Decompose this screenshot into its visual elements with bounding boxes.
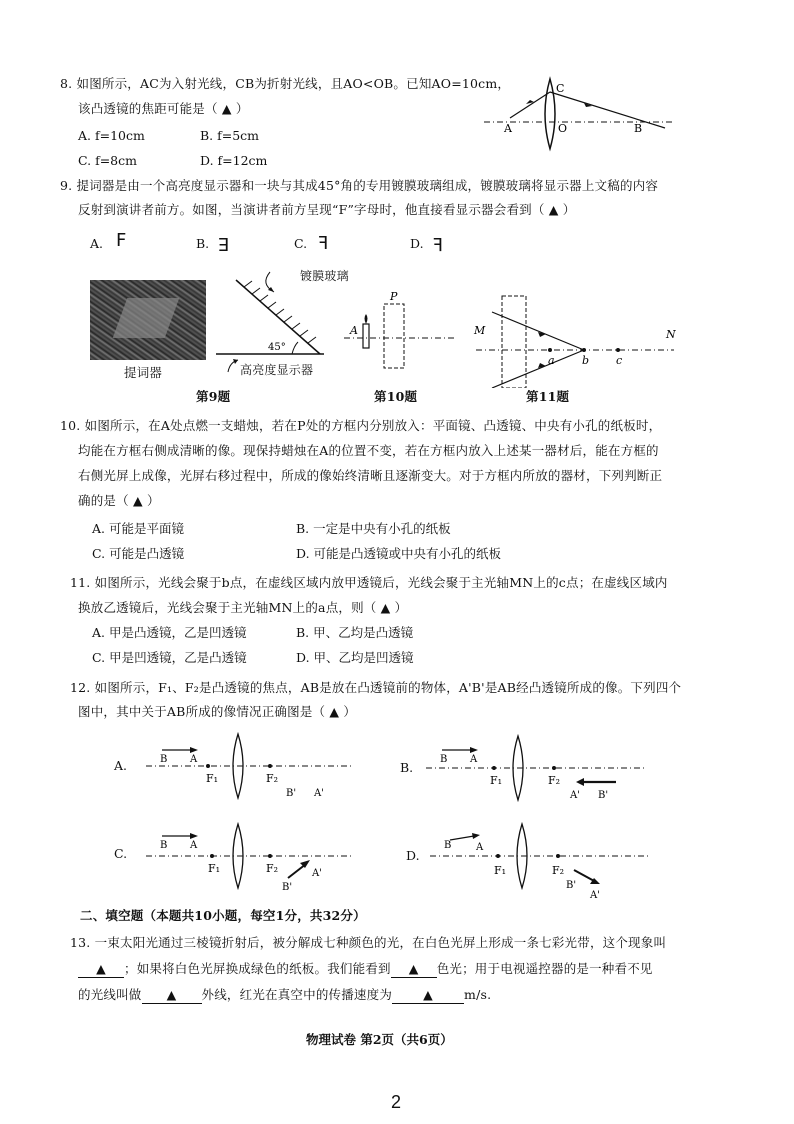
- q12a-ap: A': [314, 788, 324, 799]
- fig11-caption: 第11题: [526, 389, 570, 404]
- q8-option-a: A. f=10cm: [78, 128, 145, 143]
- q13-line3-part-b: 外线，红光在真空中的传播速度为: [201, 987, 393, 1002]
- q12d-f1: F₁: [494, 864, 507, 877]
- q12-line1: 12. 如图所示，F₁、F₂是凸透镜的焦点，AB是放在凸透镜前的物体，A'B'是AB经凸透镜所成的像。下列四个: [70, 680, 682, 695]
- q12d-f2: F₂: [552, 864, 565, 877]
- q10-line2: 均能在方框右侧成清晰的像。现保持蜡烛在A的位置不变，若在方框内放入上述某一器材后，能在方框的: [78, 443, 659, 458]
- q13-line3-part-c: m/s.: [464, 987, 492, 1002]
- q11-line2: 换放乙透镜后，光线会聚于主光轴MN上的a点，则（ ▲ ）: [78, 600, 408, 615]
- q12d-ap: A': [590, 890, 600, 900]
- q9-option-d-glyph: Ⅎ: [432, 233, 443, 254]
- q13-blank-1[interactable]: ▲: [78, 961, 124, 978]
- q8-label-a: A: [504, 122, 512, 135]
- q8-label-b: B: [634, 122, 643, 135]
- q13-blank-4[interactable]: ▲: [392, 987, 464, 1004]
- q8-option-d: D. f=12cm: [200, 153, 268, 168]
- q11-option-c: C. 甲是凹透镜，乙是凸透镜: [92, 650, 247, 665]
- q8-line1: 8. 如图所示，AC为入射光线，CB为折射光线，且AO<OB。已知AO=10cm，: [60, 76, 511, 91]
- q8-line2: 该凸透镜的焦距可能是（ ▲ ）: [78, 101, 249, 116]
- q10-option-b: B. 一定是中央有小孔的纸板: [296, 521, 451, 536]
- fig10-diagram: [340, 280, 460, 380]
- fig9-caption: 第9题: [196, 389, 231, 404]
- q13-line2-part-b: 色光；用于电视遥控器的是一种看不见: [436, 961, 653, 976]
- q12b-ap: A': [570, 790, 580, 801]
- q9-line2: 反射到演讲者前方。如图，当演讲者前方呈现“F”字母时，他直接看显示器会看到（ ▲ ）: [78, 202, 576, 217]
- q12-fig-b-letter: B.: [400, 760, 414, 775]
- q12-line2: 图中，其中关于AB所成的像情况正确图是（ ▲ ）: [78, 704, 357, 719]
- q12a-f1: F₁: [206, 772, 219, 785]
- q11-option-d: D. 甲、乙均是凹透镜: [296, 650, 414, 665]
- q12c-a: A: [190, 840, 198, 851]
- q10-option-c: C. 可能是凸透镜: [92, 546, 185, 561]
- section-2-heading: 二、填空题（本题共10小题，每空1分，共32分）: [80, 908, 366, 923]
- q8-label-c: C: [556, 82, 565, 95]
- q8-label-o: O: [558, 122, 568, 135]
- fig10-caption: 第10题: [374, 389, 418, 404]
- fig10-label-p: P: [390, 290, 398, 303]
- q12b-bp: B': [598, 790, 609, 801]
- q12-fig-d-letter: D.: [406, 848, 420, 863]
- q13-line1: 13. 一束太阳光通过三棱镜折射后，被分解成七种颜色的光，在白色光屏上形成一条七彩光带，这个现象叫: [70, 935, 667, 950]
- q12c-ap: A': [312, 868, 322, 879]
- q12d-b: B: [444, 840, 452, 851]
- q9-option-c-glyph: F: [318, 233, 329, 254]
- q12d-a: A: [476, 842, 484, 853]
- q9-option-b-glyph: E: [218, 233, 230, 254]
- q12-fig-c: [140, 818, 360, 892]
- fig10-label-a: A: [350, 324, 358, 337]
- q12c-bp: B': [282, 882, 293, 892]
- q13-line2-part-a: ；如果将白色光屏换成绿色的纸板。我们能看到: [124, 961, 391, 976]
- q9-option-d-letter: D.: [410, 236, 424, 251]
- page-number: 2: [391, 1092, 402, 1112]
- fig11-label-b: b: [582, 354, 590, 367]
- fig11-label-m: M: [474, 324, 486, 337]
- q12d-bp: B': [566, 880, 577, 891]
- q12b-b: B: [440, 754, 448, 765]
- q12c-f1: F₁: [208, 862, 221, 875]
- fig9-glass-label: 镀膜玻璃: [300, 269, 349, 283]
- q13-blank-3[interactable]: ▲: [142, 987, 202, 1004]
- q12a-a: A: [190, 754, 198, 765]
- fig11-label-a: a: [548, 354, 555, 367]
- q9-line1: 9. 提词器是由一个高亮度显示器和一块与其成45°角的专用镀膜玻璃组成，镀膜玻璃将显示器上文稿的内容: [60, 178, 659, 193]
- q10-option-a: A. 可能是平面镜: [92, 521, 184, 536]
- q8-option-c: C. f=8cm: [78, 153, 137, 168]
- page-footer: 物理试卷 第2页（共6页）: [306, 1032, 453, 1047]
- q10-option-d: D. 可能是凸透镜或中央有小孔的纸板: [296, 546, 502, 561]
- fig9-angle-label: 45°: [268, 342, 286, 353]
- q13-blank-2[interactable]: ▲: [391, 961, 437, 978]
- q12a-b: B: [160, 754, 168, 765]
- q11-option-a: A. 甲是凸透镜，乙是凹透镜: [92, 625, 247, 640]
- q9-option-a-glyph: F: [116, 230, 127, 251]
- q10-line1: 10. 如图所示，在A处点燃一支蜡烛，若在P处的方框内分别放入：平面镜、凸透镜、中央有小孔的纸板时，: [60, 418, 662, 433]
- q12-fig-d: [424, 818, 654, 900]
- q10-line3: 右侧光屏上成像，光屏右移过程中，所成的像始终清晰且逐渐变大。对于方框内所放的器材，下列判断正: [78, 468, 663, 483]
- q11-option-b: B. 甲、乙均是凸透镜: [296, 625, 414, 640]
- q8-option-b: B. f=5cm: [200, 128, 260, 143]
- q12a-f2: F₂: [266, 772, 279, 785]
- q12b-f2: F₂: [548, 774, 561, 787]
- q12-fig-a-letter: A.: [114, 758, 128, 773]
- q12b-f1: F₁: [490, 774, 503, 787]
- q11-line1: 11. 如图所示，光线会聚于b点，在虚线区域内放甲透镜后，光线会聚于主光轴MN上的c点；在虚线区域内: [70, 575, 668, 590]
- q12-fig-b: [420, 730, 650, 802]
- fig11-label-n: N: [666, 328, 676, 341]
- q13-line3-part-a: 的光线叫做: [78, 987, 142, 1002]
- q12a-bp: B': [286, 788, 297, 799]
- q12c-b: B: [160, 840, 168, 851]
- q12-fig-c-letter: C.: [114, 846, 128, 861]
- q10-line4: 确的是（ ▲ ）: [78, 493, 160, 508]
- fig9-device-label: 提词器: [124, 365, 163, 380]
- q12b-a: A: [470, 754, 478, 765]
- q12c-f2: F₂: [266, 862, 279, 875]
- fig11-label-c: c: [616, 354, 623, 367]
- q9-option-c-letter: C.: [294, 236, 308, 251]
- teleprompter-photo: [90, 280, 206, 360]
- q9-option-a-letter: A.: [90, 236, 104, 251]
- q12-fig-a: [140, 728, 360, 800]
- q9-option-b-letter: B.: [196, 236, 210, 251]
- q13-line3: [78, 987, 491, 1004]
- fig11-diagram: [466, 288, 686, 388]
- fig9-display-label: 高亮度显示器: [240, 363, 314, 377]
- q8-lens-figure: [480, 70, 680, 160]
- q13-line2: [78, 961, 653, 978]
